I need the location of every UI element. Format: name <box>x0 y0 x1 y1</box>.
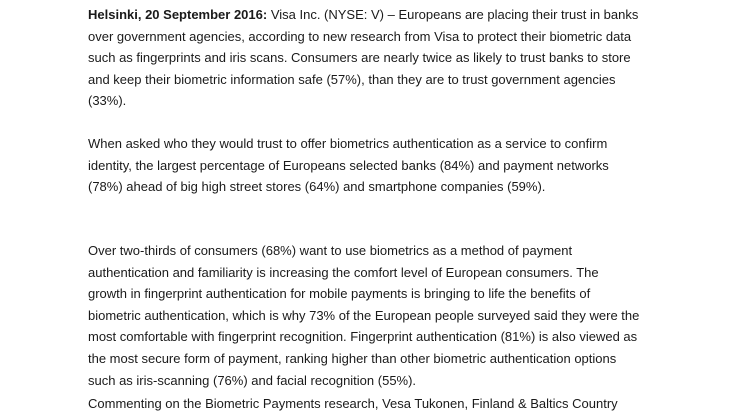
paragraph-2-line-1: When asked who they would trust to offer biometrics authentication as a service to confirm <box>88 136 608 151</box>
paragraph-3 <box>88 240 688 391</box>
paragraph-3-line-1: Over two-thirds of consumers (68%) want to use biometrics as a method of payment <box>88 243 573 258</box>
paragraph-2 <box>88 133 688 198</box>
paragraph-1-line-2: over government agencies, according to new research from Visa to protect their biometric data <box>88 28 632 44</box>
paragraph-3-line-4: biometric authentication, which is why 73% of the European people surveyed said they were the <box>88 307 640 323</box>
paragraph-1-line-1 <box>88 4 688 26</box>
paragraph-4-line-1: Commenting on the Biometric Payments research, Vesa Tukonen, Finland & Baltics Country <box>88 396 618 411</box>
paragraph-3-line-3: growth in fingerprint authentication for mobile payments is bringing to life the benefits of <box>88 286 591 302</box>
paragraph-1-line-1-text: Visa Inc. (NYSE: V) – Europeans are placing their trust in banks <box>267 7 639 22</box>
paragraph-2-line-3: (78%) ahead of big high street stores (64%) and smartphone companies (59%). <box>88 179 546 195</box>
paragraph-3-line-7: such as iris-scanning (76%) and facial recognition (55%). <box>88 372 417 388</box>
paragraph-1 <box>88 4 688 112</box>
paragraph-1-line-4: and keep their biometric information safe (57%), than they are to trust government agencies <box>88 71 616 87</box>
paragraph-1-line-5: (33%). <box>88 93 127 109</box>
paragraph-3-line-5: most comfortable with fingerprint recognition. Fingerprint authentication (81%) is also viewed as <box>88 329 638 345</box>
dateline: Helsinki, 20 September 2016: <box>88 7 268 22</box>
paragraph-4 <box>88 393 688 415</box>
paragraph-1-line-3: such as fingerprints and iris scans. Consumers are nearly twice as likely to trust banks to store <box>88 50 631 66</box>
paragraph-3-line-2: authentication and familiarity is increasing the comfort level of European consumers. The <box>88 264 599 280</box>
paragraph-3-line-6: the most secure form of payment, ranking higher than other biometric authentication options <box>88 350 617 366</box>
paragraph-2-line-2: identity, the largest percentage of Europeans selected banks (84%) and payment networks <box>88 157 609 173</box>
